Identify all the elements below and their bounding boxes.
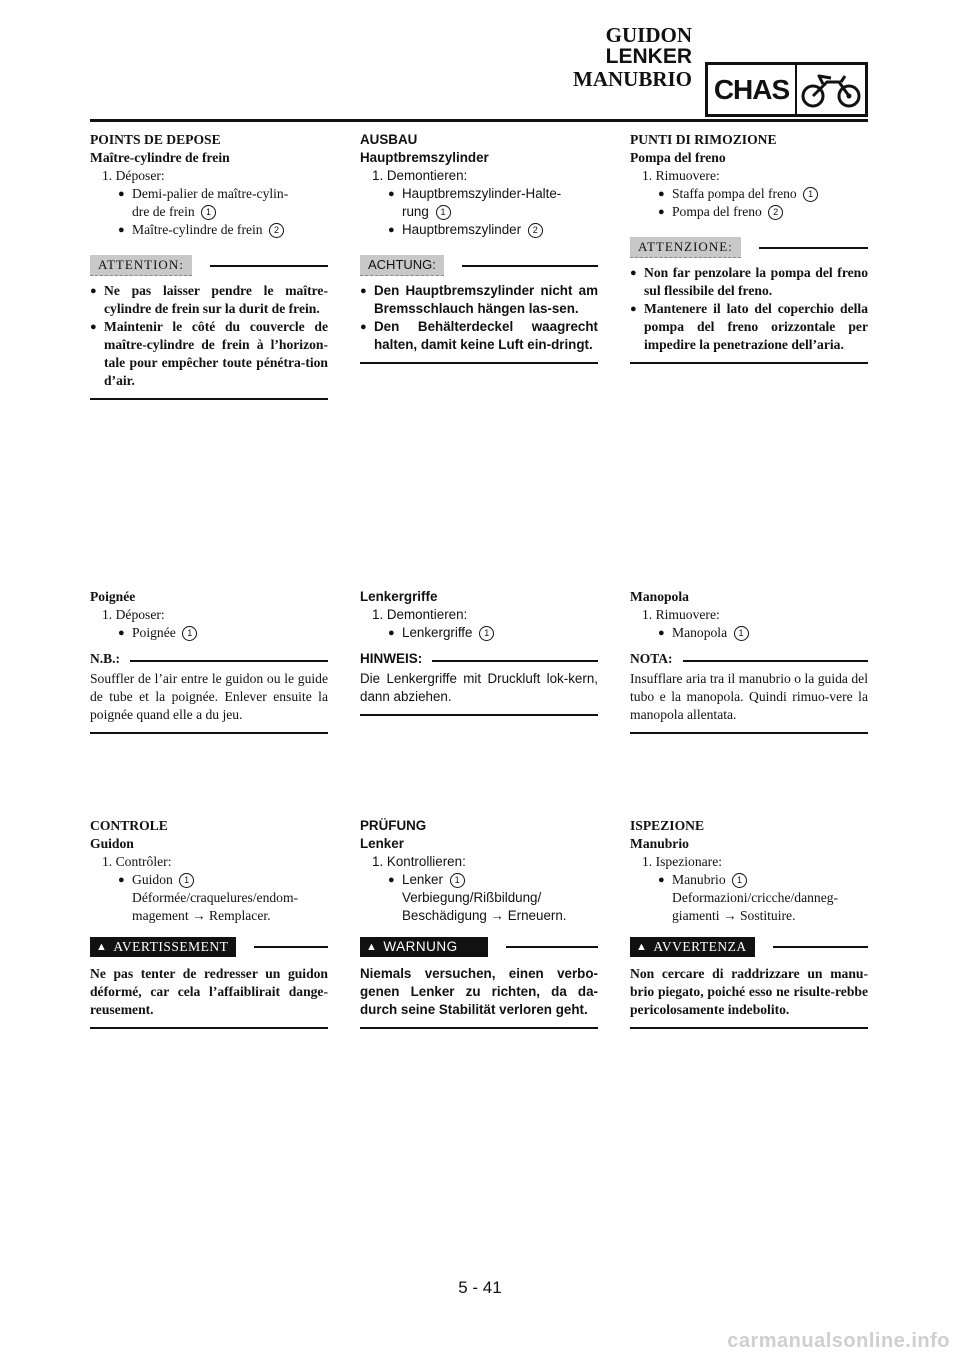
list-item: ● Maître-cylindre de frein 2	[90, 221, 328, 239]
header-rule	[90, 119, 868, 122]
page-number: 5 - 41	[458, 1278, 502, 1297]
title-de: LENKER	[605, 45, 692, 68]
warning-end-rule	[90, 1027, 328, 1029]
warning-text: Non cercare di raddrizzare un manu-brio piegato, poiché esso ne risulte-rebbe pericolosamente indebolito.	[630, 966, 868, 1017]
callout-number: 1	[803, 187, 818, 202]
list-item: ● Hauptbremszylinder 2	[360, 221, 598, 239]
caution-item: ● Ne pas laisser pendre le maître-cylindre de frein sur la durit de frein.	[90, 283, 328, 316]
note-end-rule	[360, 714, 598, 716]
header-titles	[573, 24, 692, 90]
it-inspection-title: ISPEZIONE	[630, 818, 705, 833]
de-inspection-title: PRÜFUNG	[360, 818, 427, 833]
de-grip-step: 1. Demontieren:	[372, 607, 468, 622]
caution-item: ● Non far penzolare la pompa del freno sul flessibile del freno.	[630, 265, 868, 298]
callout-number: 1	[201, 205, 216, 220]
list-item: ● Hauptbremszylinder-Halte- rung 1	[388, 186, 562, 219]
warning-text: Niemals versuchen, einen verbo-genen Lenker zu richten, da da-durch seine Stabilität verloren geht.	[360, 966, 598, 1017]
it-inspection-step: 1. Ispezionare:	[642, 854, 723, 869]
it-removal-step: 1. Rimuovere:	[642, 168, 720, 183]
warning-header	[90, 937, 328, 957]
it-grip-subtitle: Manopola	[630, 589, 689, 604]
note-label: HINWEIS:	[360, 651, 423, 666]
list-item: ● Lenkergriffe 1	[360, 624, 598, 642]
callout-number: 1	[436, 205, 451, 220]
fr-section-removal	[90, 131, 328, 400]
caution-label: ACHTUNG:	[360, 255, 444, 276]
list-item: ● Lenker 1	[360, 871, 598, 889]
list-item: ● Demi-palier de maître-cylin- dre de frein 1	[118, 186, 289, 219]
warning-label: AVERTISSEMENT	[113, 939, 229, 954]
note-text: Souffler de l’air entre le guidon ou le guide de tube et la poignée. Enlever ensuite la poignée quand elle a du jeu.	[90, 671, 328, 722]
note-end-rule	[630, 732, 868, 734]
caution-header	[360, 255, 598, 276]
list-item: ● Pompa del freno 2	[630, 203, 868, 221]
fr-removal-title: POINTS DE DEPOSE	[90, 132, 221, 147]
caution-end-rule	[630, 362, 868, 364]
note-label: NOTA:	[630, 651, 673, 666]
caution-end-rule	[90, 398, 328, 400]
caution-label: ATTENZIONE:	[630, 237, 741, 258]
section-label: CHAS	[708, 65, 797, 114]
fr-section-grip	[90, 588, 328, 734]
de-inspection-step: 1. Kontrollieren:	[372, 854, 466, 869]
it-section-grip	[630, 588, 868, 734]
callout-number: 2	[269, 223, 284, 238]
callout-number: 2	[768, 205, 783, 220]
callout-number: 1	[734, 626, 749, 641]
caution-item: ● Den Behälterdeckel waagrecht halten, damit keine Luft ein-dringt.	[360, 319, 598, 352]
list-item: ● Guidon 1	[90, 871, 328, 889]
it-grip-step: 1. Rimuovere:	[642, 607, 720, 622]
callout-number: 1	[479, 626, 494, 641]
note-header	[360, 650, 598, 668]
caution-header	[90, 255, 328, 276]
fr-inspection-subtitle: Guidon	[90, 836, 134, 851]
caution-item: ● Maintenir le côté du couvercle de maître-cylindre de frein à l’horizon-tale pour empêcher toute pénétra-tion d’air.	[90, 319, 328, 388]
fr-removal-subtitle: Maître-cylindre de frein	[90, 150, 230, 165]
warning-triangle-icon: ▲	[366, 941, 378, 953]
it-removal-subtitle: Pompa del freno	[630, 150, 726, 165]
warning-header	[360, 937, 598, 957]
watermark: carmanualsonline.info	[727, 1330, 950, 1352]
fr-section-inspection: CONTROLE Guidon 1. Contrôler: ● Guidon 1 Déformée/craquelures/endom- magement → Remplacer. ▲ AVERTISSEMENT Ne pas tenter de redresser un guidon déformé, car cela l’affaiblirait dange-reusement.	[90, 817, 328, 1029]
list-item: ● Staffa pompa del freno 1	[630, 185, 868, 203]
note-text: Insufflare aria tra il manubrio o la guida del tubo e la manopola. Quindi rimuo-vere la manopola allentata.	[630, 671, 868, 722]
callout-number: 2	[528, 223, 543, 238]
fr-grip-subtitle: Poignée	[90, 589, 136, 604]
callout-number: 1	[179, 873, 194, 888]
note-end-rule	[90, 732, 328, 734]
note-text: Die Lenkergriffe mit Druckluft lok-kern, dann abziehen.	[360, 671, 598, 704]
list-item: ● Manubrio 1	[630, 871, 868, 889]
list-item: ● Manopola 1	[630, 624, 868, 642]
list-item: ● Poignée 1	[90, 624, 328, 642]
callout-number: 1	[450, 873, 465, 888]
fr-inspection-step: 1. Contrôler:	[102, 854, 172, 869]
title-it: MANUBRIO	[573, 67, 692, 91]
note-label: N.B.:	[90, 651, 120, 666]
de-removal-step: 1. Demontieren:	[372, 168, 468, 183]
de-section-grip	[360, 588, 598, 716]
de-removal-title: AUSBAU	[360, 132, 418, 147]
it-inspection-subtitle: Manubrio	[630, 836, 689, 851]
de-grip-subtitle: Lenkergriffe	[360, 589, 438, 604]
fr-grip-step: 1. Déposer:	[102, 607, 165, 622]
caution-end-rule	[360, 362, 598, 364]
note-header	[630, 650, 868, 668]
title-fr: GUIDON	[605, 23, 692, 47]
warning-end-rule	[360, 1027, 598, 1029]
warning-triangle-icon: ▲	[636, 941, 648, 953]
caution-item: ● Den Hauptbremszylinder nicht am Bremsschlauch hängen las-sen.	[360, 283, 598, 316]
warning-label: AVVERTENZA	[653, 939, 747, 954]
de-removal-subtitle: Hauptbremszylinder	[360, 150, 489, 165]
warning-end-rule	[630, 1027, 868, 1029]
de-inspection-subtitle: Lenker	[360, 836, 404, 851]
it-removal-title: PUNTI DI RIMOZIONE	[630, 132, 777, 147]
de-section-inspection: PRÜFUNG Lenker 1. Kontrollieren: ● Lenker 1 Verbiegung/Rißbildung/ Beschädigung → Erneuern. ▲ WARNUNG Niemals versuchen, einen verbo-genen Lenker zu richten, da da-durch seine Stabilität verloren geht.	[360, 817, 598, 1029]
warning-triangle-icon: ▲	[96, 941, 108, 953]
warning-text: Ne pas tenter de redresser un guidon déformé, car cela l’affaiblirait dange-reusement.	[90, 966, 328, 1017]
section-badge	[705, 62, 868, 117]
warning-label: WARNUNG	[383, 939, 458, 954]
caution-label: ATTENTION:	[90, 255, 192, 276]
it-section-removal	[630, 131, 868, 364]
caution-header	[630, 237, 868, 258]
fr-inspection-title: CONTROLE	[90, 818, 168, 833]
fr-removal-step: 1. Déposer:	[102, 168, 165, 183]
caution-item: ● Mantenere il lato del coperchio della pompa del freno orizzontale per impedire la penetrazione dell’aria.	[630, 301, 868, 352]
de-section-removal	[360, 131, 598, 364]
callout-number: 1	[732, 873, 747, 888]
warning-header	[630, 937, 868, 957]
motorcycle-icon	[797, 65, 865, 114]
note-header	[90, 650, 328, 668]
callout-number: 1	[182, 626, 197, 641]
it-section-inspection: ISPEZIONE Manubrio 1. Ispezionare: ● Manubrio 1 Deformazioni/cricche/danneg- giamenti → Sostituire. ▲ AVVERTENZA Non cercare di raddrizzare un manu-brio piegato, poiché esso ne risulte-rebbe pericolosamente indebolito.	[630, 817, 868, 1029]
